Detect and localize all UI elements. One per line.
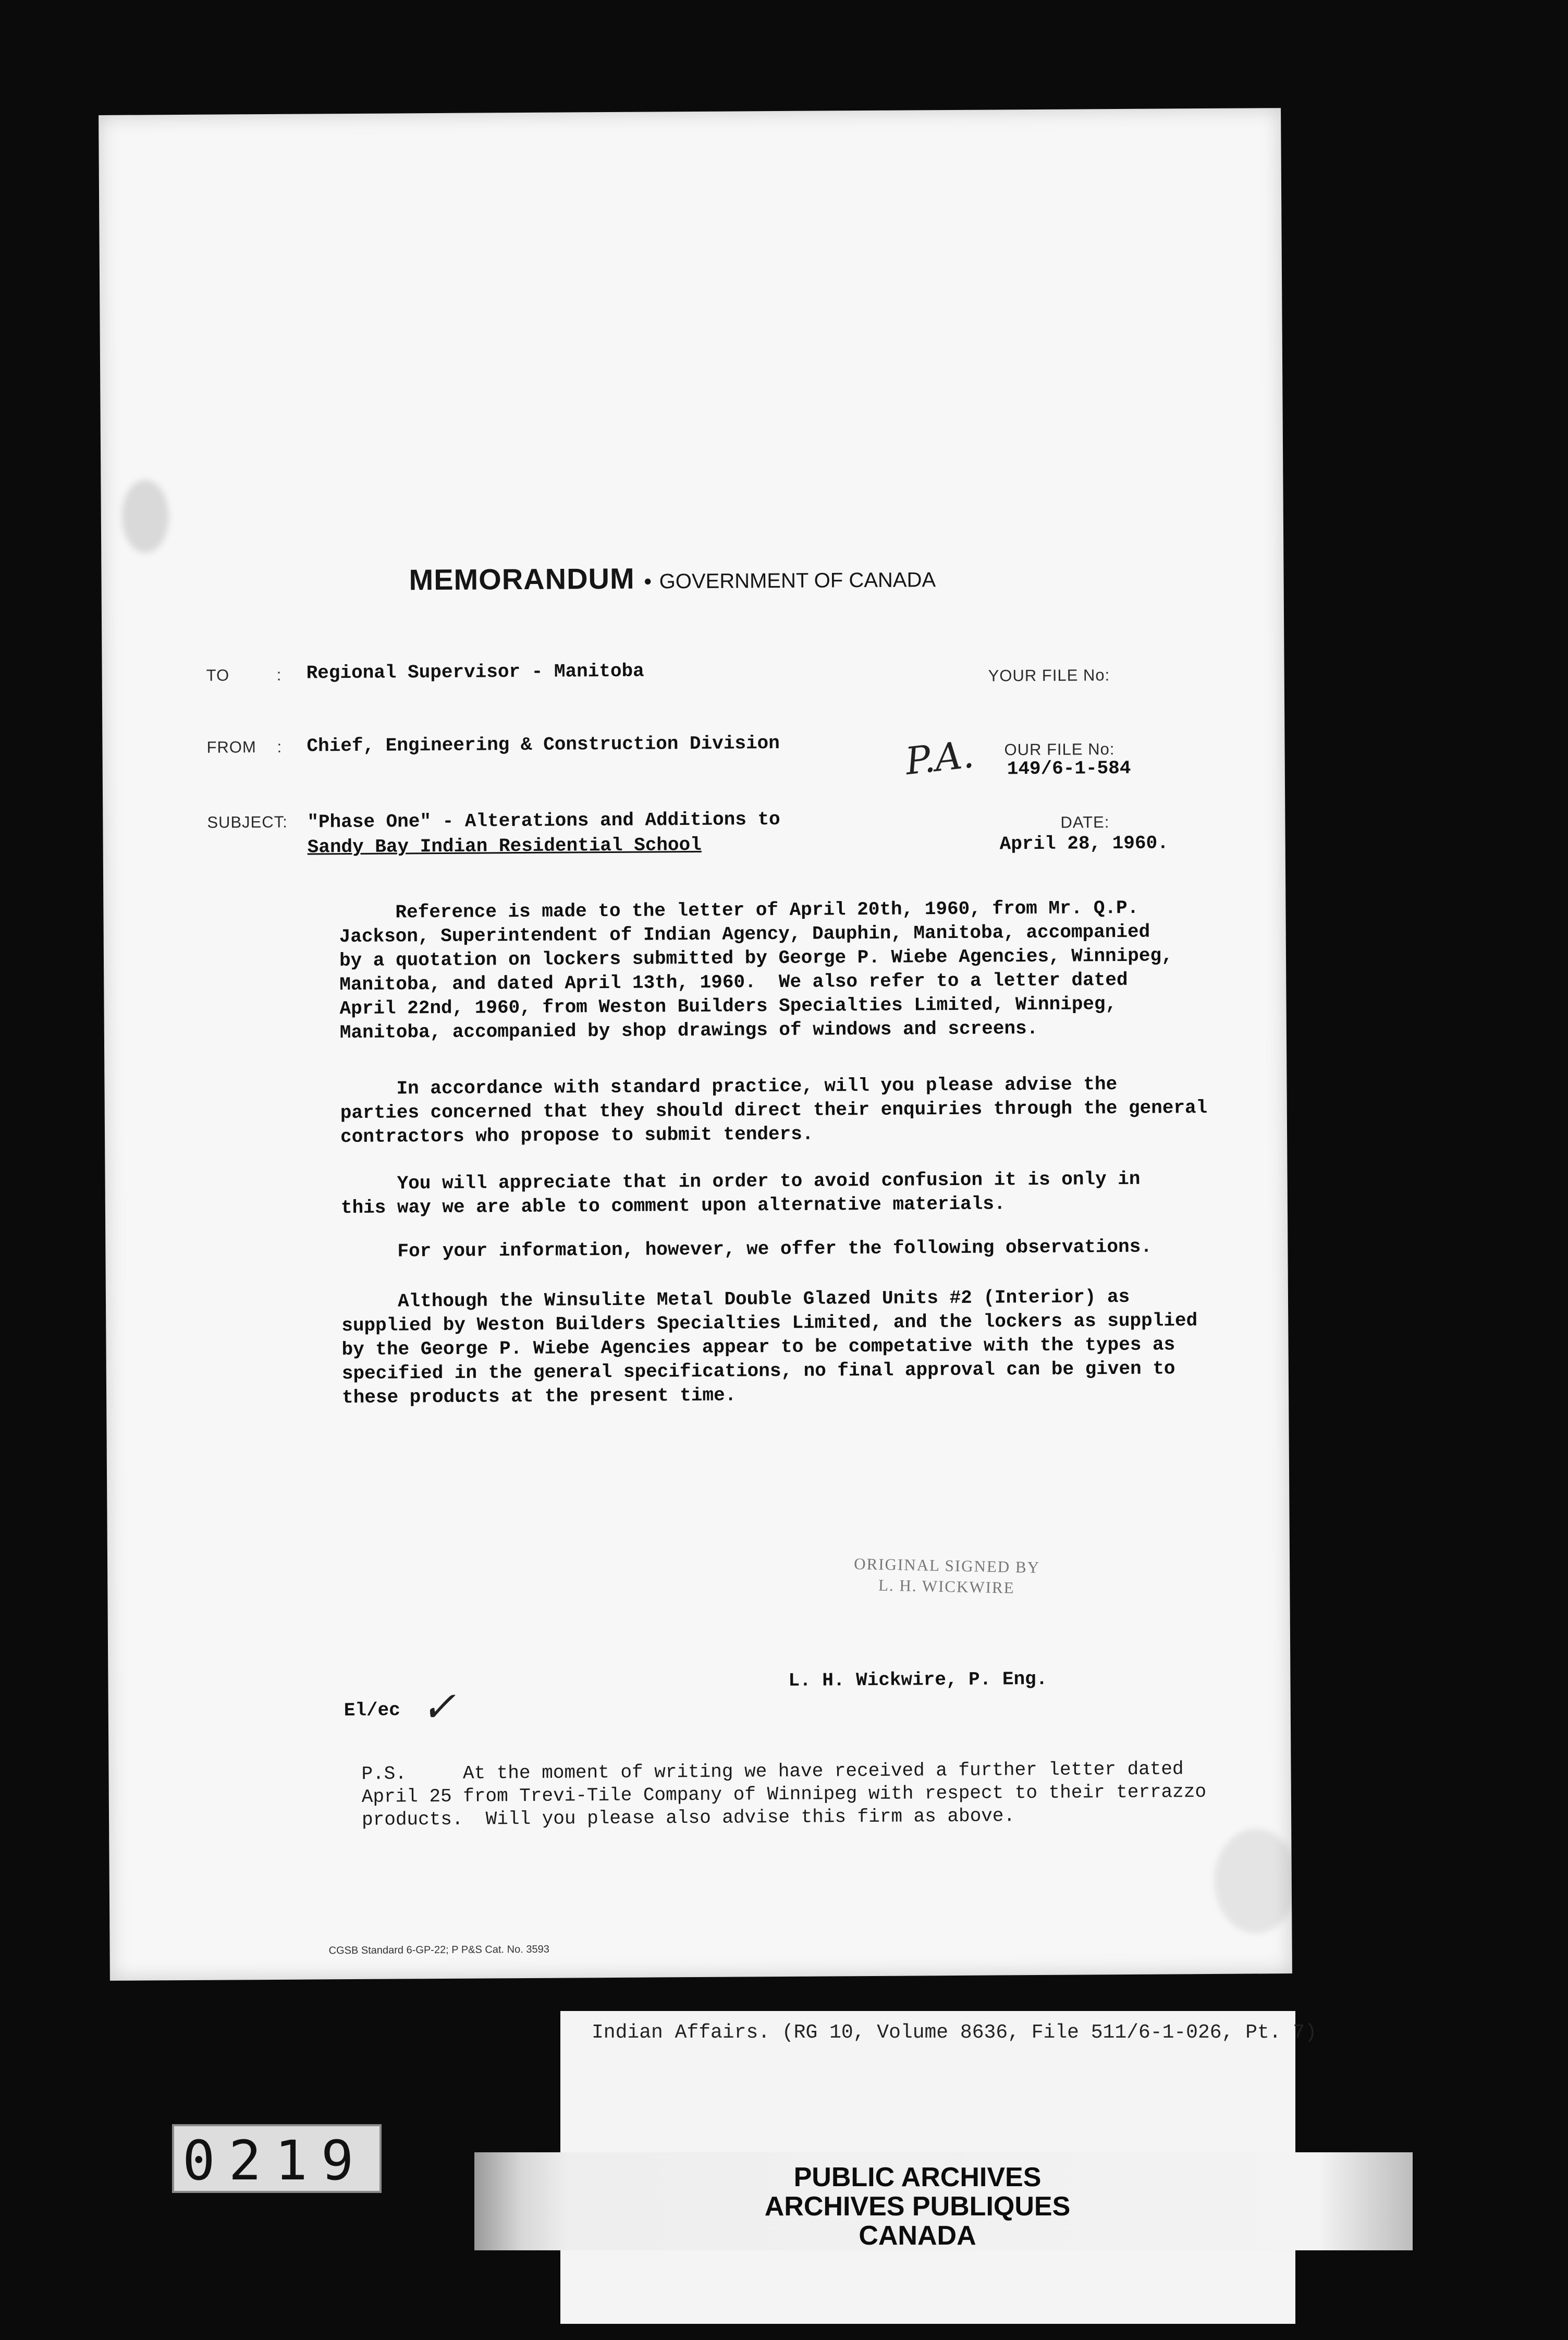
archive-citation: Indian Affairs. (RG 10, Volume 8636, File 511/6-1-026, Pt. 7) <box>592 2021 1317 2044</box>
paragraph-5: Although the Winsulite Metal Double Glazed Units #2 (Interior) as supplied by Weston Builders Specialties Limited, and the lockers as supplied by the George P. Wiebe Agencies appear to be competative with the types as specified in the general specifications, no final approval can be given to these products at the present time. <box>341 1286 1198 1409</box>
reference-initials: El/ec <box>344 1699 400 1722</box>
subject-line-1: "Phase One" - Alterations and Additions to <box>307 808 780 833</box>
paragraph-1: Reference is made to the letter of April 20th, 1960, from Mr. Q.P. Jackson, Superintendent of Indian Agency, Dauphin, Manitoba, accompanied by a quotation on lockers submitted by George P. Wiebe Agencies, Winnipeg, Manitoba, and dated April 13th, 1960. We also refer to a letter dated April 22nd, 1960, from Weston Builders Specialties Limited, Winnipeg, Manitoba, accompanied by shop drawings of windows and screens. <box>339 897 1173 1044</box>
paragraph-4: For your information, however, we offer the following observations. <box>341 1236 1152 1263</box>
our-file-value: 149/6-1-584 <box>1007 757 1131 780</box>
postscript: P.S. At the moment of writing we have received a further letter dated April 25 from Trevi-Tile Company of Winnipeg with respect to their terrazzo products. Will you please also advise this firm as above. <box>361 1758 1207 1831</box>
memo-heading: MEMORANDUM <box>409 562 635 596</box>
paragraph-3: You will appreciate that in order to avoid confusion it is only in this way we are able to comment upon alternative materials. <box>340 1168 1141 1219</box>
from-colon: : <box>277 737 283 756</box>
paper-stain <box>1214 1829 1298 1933</box>
signatory: L. H. Wickwire, P. Eng. <box>788 1668 1048 1691</box>
subject-line-2: Sandy Bay Indian Residential School <box>307 834 702 858</box>
handwritten-initials: P.A. <box>903 732 976 784</box>
original-signed-stamp <box>842 1553 1051 1599</box>
subject-label: SUBJECT: <box>207 812 288 832</box>
to-label: TO <box>206 666 230 685</box>
to-value: Regional Supervisor - Manitoba <box>306 660 644 684</box>
stamp-line-2: L. H. WICKWIRE <box>878 1576 1015 1597</box>
from-value: Chief, Engineering & Construction Division <box>307 733 780 757</box>
header-bullet: • <box>644 570 652 593</box>
from-label: FROM <box>206 738 256 757</box>
paragraph-2: In accordance with standard practice, will you please advise the parties concerned that they should direct their enquiries through the general contractors who propose to submit tenders. <box>340 1074 1208 1148</box>
archives-line-1: PUBLIC ARCHIVES <box>793 2162 1042 2192</box>
public-archives-label <box>751 2163 1084 2250</box>
government-name: GOVERNMENT OF CANADA <box>659 568 936 593</box>
memo-header <box>409 559 936 596</box>
paper-stain <box>121 480 169 553</box>
date-value: April 28, 1960. <box>999 832 1169 855</box>
date-label: DATE: <box>1060 813 1110 832</box>
handwritten-check-mark: ✓ <box>421 1682 457 1732</box>
to-colon: : <box>276 665 282 684</box>
memo-sheet <box>99 108 1292 1981</box>
frame-counter: 0219 <box>172 2124 382 2193</box>
our-file-label: OUR FILE No: <box>1004 740 1115 759</box>
form-number: CGSB Standard 6-GP-22; P P&S Cat. No. 3593 <box>328 1943 549 1957</box>
archives-line-3: CANADA <box>859 2221 976 2251</box>
archives-line-2: ARCHIVES PUBLIQUES <box>764 2191 1071 2222</box>
stamp-line-1: ORIGINAL SIGNED BY <box>853 1554 1040 1577</box>
your-file-label: YOUR FILE No: <box>988 666 1110 685</box>
